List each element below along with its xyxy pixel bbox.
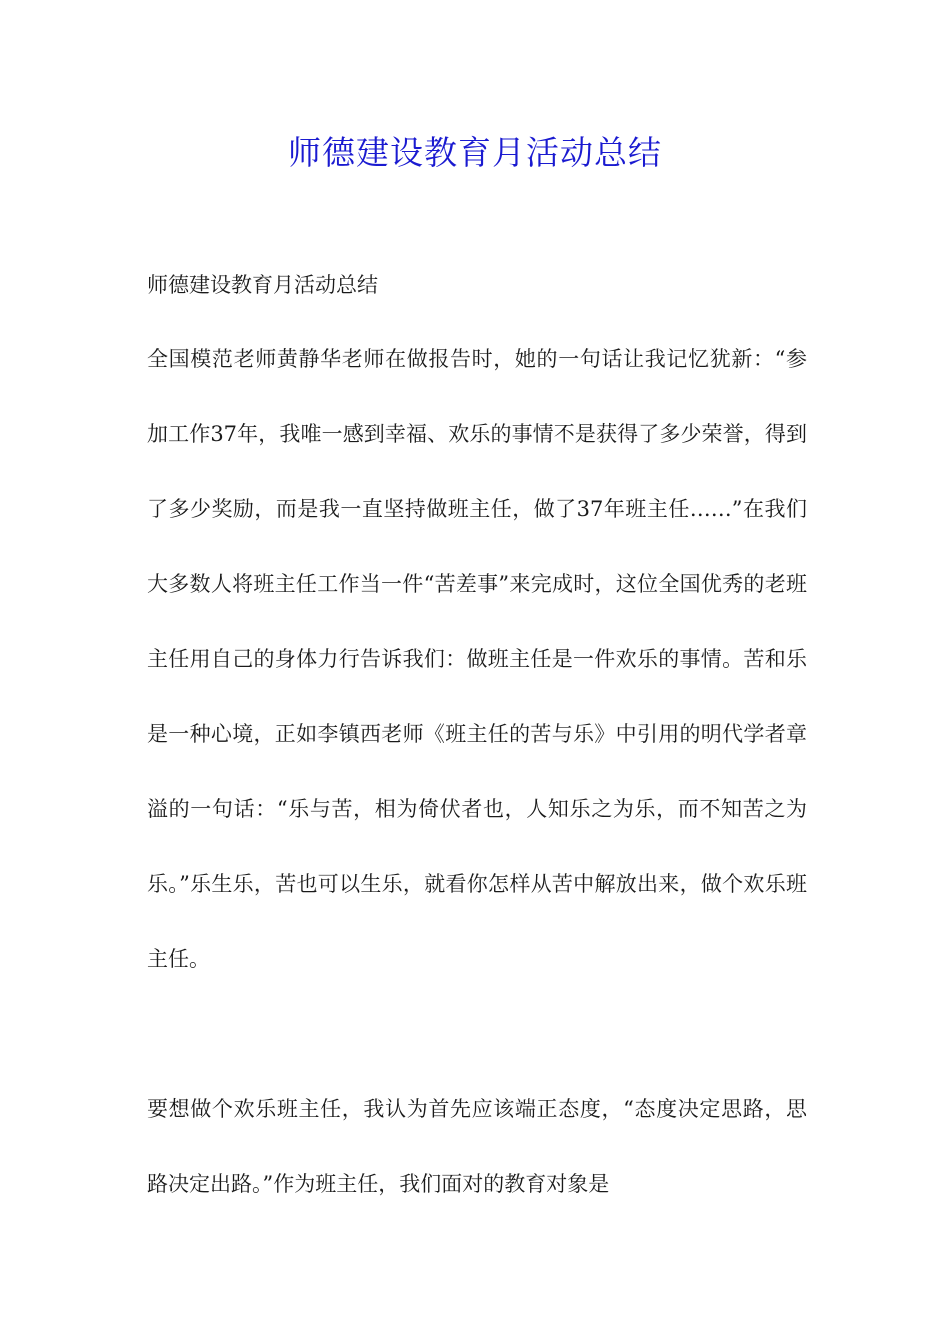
- paragraph-1: 全国模范老师黄静华老师在做报告时，她的一句话让我记忆犹新：“参加工作37年，我唯一感到幸福、欢乐的事情不是获得了多少荣誉，得到了多少奖励，而是我一直坚持做班主任，做了37年班主任……”在我们大多数人将班主任工作当一件“苦差事”来完成时，这位全国优秀的老班主任用自己的身体力行告诉我们：做班主任是一件欢乐的事情。苦和乐是一种心境，正如李镇西老师《班主任的苦与乐》中引用的明代学者章溢的一句话：“乐与苦，相为倚伏者也，人知乐之为乐，而不知苦之为乐。”乐生乐，苦也可以生乐，就看你怎样从苦中解放出来，做个欢乐班主任。: [147, 347, 807, 971]
- document-subtitle: 师德建设教育月活动总结: [147, 273, 378, 297]
- paragraph-2: 要想做个欢乐班主任，我认为首先应该端正态度，“态度决定思路，思路决定出路。”作为班主任，我们面对的教育对象是: [147, 1097, 807, 1196]
- document-title: 师德建设教育月活动总结: [288, 133, 662, 172]
